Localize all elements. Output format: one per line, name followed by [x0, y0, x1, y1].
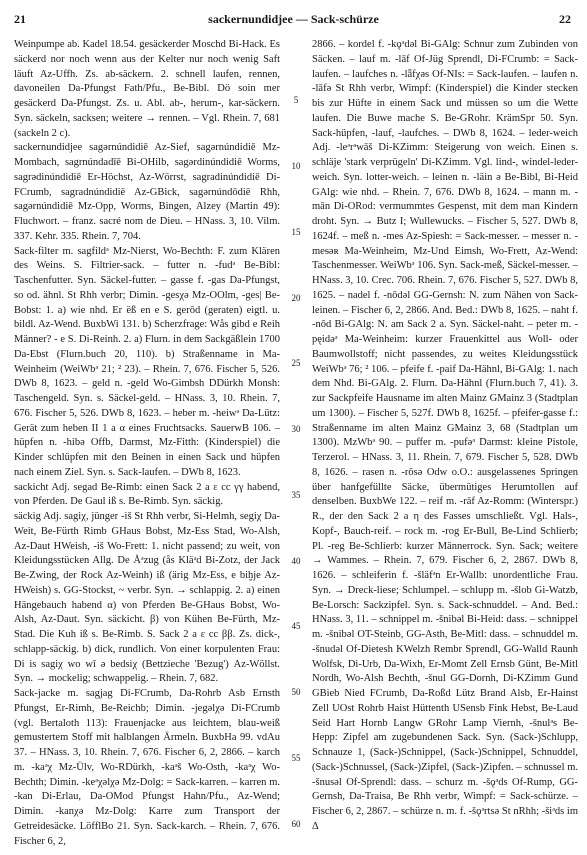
- line-number: 10: [291, 161, 301, 171]
- line-number: 5: [293, 95, 299, 105]
- line-number: 25: [291, 358, 301, 368]
- line-number: 30: [291, 424, 301, 434]
- line-number: 45: [291, 621, 301, 631]
- left-column: [14, 38, 280, 846]
- header-title: sackernundidjee — Sack-schürze: [208, 12, 379, 26]
- entry-sackicht: sackicht Adj. segad Be-Rimb: einen Sack 2 a ε cc γγ habend, von Pferden. De Gaul iß s. Be-Rimb. Syn. säckig.: [14, 481, 280, 508]
- right-column: [312, 38, 578, 846]
- page-number-right: 22: [559, 12, 571, 26]
- line-number: 60: [291, 819, 301, 829]
- line-number: 40: [291, 556, 301, 566]
- entry-paragraph: Weinpumpe ab. Kadel 18.54. gesäckerder Moschd Bi-Hack. Es säckerd nor noch wenn aus der Kelter nur noch wenig Saft läuft Az-Uffh. Zs. ab-säckern. 2. schnell laufen, rennen, davoneilen Da-Pfungst Fath/Pfu., Be-Bibl. Dö soin mer gesäckerd Da-Pfungst. Zs. u. Abl. ab-, herum-, kar-säckern. Syn. säckeln, sacksen; weitere → rennen. – Vgl. Rhein. 7, 681 (sackeln 2 c).: [14, 39, 280, 139]
- line-number: 15: [291, 227, 301, 237]
- line-number: 35: [291, 490, 301, 500]
- page-header: [0, 12, 587, 28]
- entry-sack-filter: Sack-filter m. sagfildᵊ Mz-Nierst, Wo-Bechth: F. zum Klären des Weins. S. Filtrier-sack. – futter n. -fudᵊ Be-Bibl: Taschenfutter. Syn. Säckel-futter. – gasse f. -gas Da-Pfungst, so od. ähnl. St Rhh verbr; Dimin. -gesχə Mz-OOlm, -ges| Be-Bobst: 1. a) wie nhd. Er ëß en e S. gerōd (geraten) eigtl. u. bildl. Az-Wend. BuxbWi 131. b) Scherzfrage: Wås gibd e Reih Männer? - e S. Di-Reinh. 2. a) Flurn. in dem Sackgäßlein 1700 Da-Ebst (Flurn.buch 20, 110). b) Straßenname in Ma-Weinheim (WeiWbᵊ 21; ² 23). – Rhein. 7, 676. Fischer 5, 526. DWb 8, 1623. – geld n. -geld Wo-Gimbsh DDürkh Monsh: Taschengeld. Syn. s. Säckel-geld. – HNass. 3, 10. Rhein. 7, 676. Fischer 5, 526. DWb 8, 1623. – heber m. -heiwᵊ Da-Lütz: Gerät zum heben II 1 a α eines Fruchtsacks. SauerwB 106. – hüpfen n. -hibə Offb, Darmst, Mz-Fitth: (Kinderspiel) die Kinder schlüpfen mit den Beinen in einen Sack und hüpfen nach einem Ziel. Syn. s. Sack-laufen. – DWb 8, 1623.: [14, 245, 280, 478]
- line-number: 55: [291, 753, 301, 763]
- page-number-left: 21: [14, 12, 26, 26]
- entry-sack-kordel-to-schuerze: 2866. – kordel f. -kǫᵊdəl Bi-GAlg: Schnur zum Zubinden von Säcken. – lauf m. -lāf Of-Jüg Sprendl, Di-FCrumb: = Sack-laufen. – laufches n. -lǟfχəs Of-NIs: = Sack-laufen. – laufen n. -lāfə St Rhh verbr, Wimpf: (Kinderspiel) die Kinder stecken bis zur Hüfte in einem Sack und müssen so um die Wette laufen. Die Buwe mache S. Be-GRohr. KrämSpr 50. Syn. Sack-hüpfen, -lauf, -laufches. – DWb 8, 1624. – leder-weich Adj. -leᵊrᵊwāš Di-KZimm: Steigerung von weich. Einen s. schläje 'stark verprügeln' Di-KZimm. Vgl. lind-, windel-leder-weich. Syn. lotter-weich. – leinen n. -läin ə Be-Bibl, Bi-Heid GAlg: wie nhd. – Rhein. 7, 676. DWb 8, 1624. – mann m. -mān Di-ORod: vermummtes Gespenst, mit dem man Kindern droht. Syn. → Butz I; Wullewucks. – Fischer 5, 527. DWb 8, 1624f. – meß n. -meᵴ Az-Spiesh: = Sack-messer. – messer n. -meᵴəʀ Ma-Weinheim, Mz-Und Eimsh, Wo-Frett, Az-Wend: Taschenmesser. WeiWbᵊ 106. Syn. Sack-meß, Säckel-messer. – HNass. 3, 10. Crec. 706. Rhein. 7, 676. Fischer 5, 527. DWb 8, 1625. – nadel f. -nōdəl GG-Gernsh: N. zum Nähen von Sack-leinen. – Fischer 6, 2, 2866. And. Bed.: DWb 8, 1625. – naht f. -nōd Bi-GAlg: N. am Sack 2 a. Syn. Säckel-naht. – peter m. -pęidəᵊ Ma-Weinheim: kurzer Frauenkittel aus Woll- oder Baumwollstoff; nicht passendes, zu weites Kleidungsstück WeiWbᵊ 76; ² 106. – pfeife f. -paif Da-Hähnl, Bi-GAlg: 1. nach dem Nhd. Bi-GAlg. 2. Flurn. Da-Hähnl (Flurn.buch 7, 41). 3. zur Sackpfeife Hausname im alten Mainz GMainz 3 (Stadtplan um 1300). – Fischer 5, 527f. DWb 8, 1625f. – pfeifer-gasse f.: Straßenname im alten Mainz GMainz 3, 68 (Stadtplan um 1300). MzWbᵊ 90. – puffer m. -pufəᵊ Darmst: kleine Pistole, Terzerol. – HNass. 3, 11. Rhein. 7, 679. Fischer 5, 528. DWb 8, 1626. – rasen n. -rōsə Odw o.O.: ausgelassenes Springen über hanfgefüllte Säcke, übermütiges Herumtollen auf denselben. BuxbWe 122. – reif m. -rāf Az-Romm: (Winterspr.) R., der den Sack 2 a η des Fasses umschließt. Vgl. Hals-, Kopf-, Bauch-reif. – rock m. -rog Er-Bull, Be-Lind Schlierb; Pl. -reg Be-Schlierb: kurzer Männerrock. Syn. Sack; weitere → Wammes. – Rhein. 7, 679. Fischer 6, 2, 2867. DWb 8, 1626. – schleiferin f. -šläfᵊn Er-Wallb: unordentliche Frau. Syn. → Dreck-liese; Schlumpel. – schlupp m. -šlob Gi-Watzb, Be-Lorsch: Sackzipfel. Syn. s. Sack-schnuddel. – And. Bed.: HNass. 3, 11. – schnippel m. -šnibəl Bi-Heid: dass. – schnippel m. -šnibəl OT-Steinb, GG-Asth, Be-Mitl: dass. – schnuddel m. -šnudəl Of-Dietesh KWelzh Rembr Sprendl, GG-Walld Raunh Wolfsk, Di-Urb, Da-Wixh, Er-Momt Zell Ernsb Günt, Be-Mitl Nordh, Wo-Alsh Bechth, -šnul GG-Dornh, Di-KZimm Gund GBieb Nied FCrumb, Da-Roßd Lütz Brand Alsb, Er-Hainst Zell UOst Rohrb Haist Hüttenth USensb Fink Hebst, Be-Laud Seid Hart Hornb Langw GRohr Lamp Viernh, -šnulᵊs Be-Hepp: Zipfel am zugebundenen Sack. Syn. (Sack-)Schlupp, Schnauze 1, (Sack-)Schnippel, (Sack-)Schnippel, Schnuddel, (Sack-)Schnussel, (Sack-)Zipfel, (Sack-)Zipfen. – schnussel m. -šnusəl Of-Sprendl: dass. – schurz m. -šǫᵊds Of-Rump, GG-Gernsh, Da-Traisa, Be Rhh verbr, Wimpf: = Sack-schürze. – Fischer 6, 2, 2867. – schürze n. m. f. -šǫᵊrtsə St nRhh; -šiᵊds im Δ: [312, 39, 578, 832]
- line-number: 20: [291, 293, 301, 303]
- entry-saeckig: säckig Adj. sagiχ, jünger -iš St Rhh verbr, Si-Helmh, segiχ Da-Weit, Be-Fürth Rimb GHaus Bobst, Mz-Ess Stad, Wo-Alsh, Az-Daut HWeish, -iš Wo-Frett: 1. nicht passend; zu weit, von Kleidungsstücken Allg. De Åᵊzug (ås Kläᵊd Bi-Zotz, der Jack Be-Zwing, der Rock Az-Weinh) iß (ärig Mz-Ess, e biḫje Az-HWeish) s. GG-Stockst, ~ verbr. Syn. → schlappig. 2. a) einen Hängebauch habend α) von Pferden Be-GHaus Bobst, Wo-Alsh, Az-Daut. Syn. säckicht. β) von Kühen Be-Fürth, Mz-Stad. Die Kuh iß s. Be-Rimb. S. Sack 2 a ε cc ββ. Zs. dick-, schlapp-säckig. b) dick, rundlich. Von einer korpulenten Frau: Di is sagiχ wo wī ə bedsiχ (Bettzieche 'Bezug') Az-Wöllst. Syn. → mockelig; schwappelig. – Rhein. 7, 682.: [14, 511, 280, 685]
- entry-sackernundidjee: sackernundidjee sagərnúndidiē Az-Sief, sagərnúndidiē Mz-Mombach, sagrnúndadīē Bi-OHilb, sagərdinúndidiē Worms, sagrədinúndidiē Er-Höchst, Az-Wörrst, sagradinúndidiē Di-FCrumb, sagradnúndidiē Az-GBick, sagərnúndōdiē Rhh, sagərnúndidiē Mz-Opp, Worms, Bingen, Alzey (Martin 49): Fluchwort. – franz. sacré nom de Dieu. – HNass. 3, 10. Vilm. 337. Kehr. 335. Rhein. 7, 704.: [14, 142, 280, 242]
- line-number: 50: [291, 687, 301, 697]
- entry-sack-jacke: Sack-jacke m. sagjag Di-FCrumb, Da-Rohrb Asb Ernsth Pfungst, Er-Rimh, Be-Reichb; Dimin. -jegəlχə Di-FCrumb (vgl. Bertaloth 113): Frauenjacke aus leichtem, blau-weiß gemustertem Stoff mit halblangen Ärmeln. BuxbHa 99. vdAu 37. – HNass. 3, 10. Rhein. 7, 676. Fischer 6, 2, 2866. – karch m. -kaᵊχ Mz-Ülv, Wo-RDürkh, -kaᵊš Wo-Osth, -kaᵊχ Wo-Bechth; Dimin. -keᵊχəlχə Mz-Dolg: = Sack-karren. – karren m. -kan Di-Erlau, Da-OMod Pfungst Hahn/Pfu., Az-Wend; Dimin. -kanχə Mz-Dolg: Karre zum Transport der Getreidesäcke. LöfflBo 21. Syn. Sack-karch. – Rhein. 7, 676. Fischer 6, 2,: [14, 688, 280, 846]
